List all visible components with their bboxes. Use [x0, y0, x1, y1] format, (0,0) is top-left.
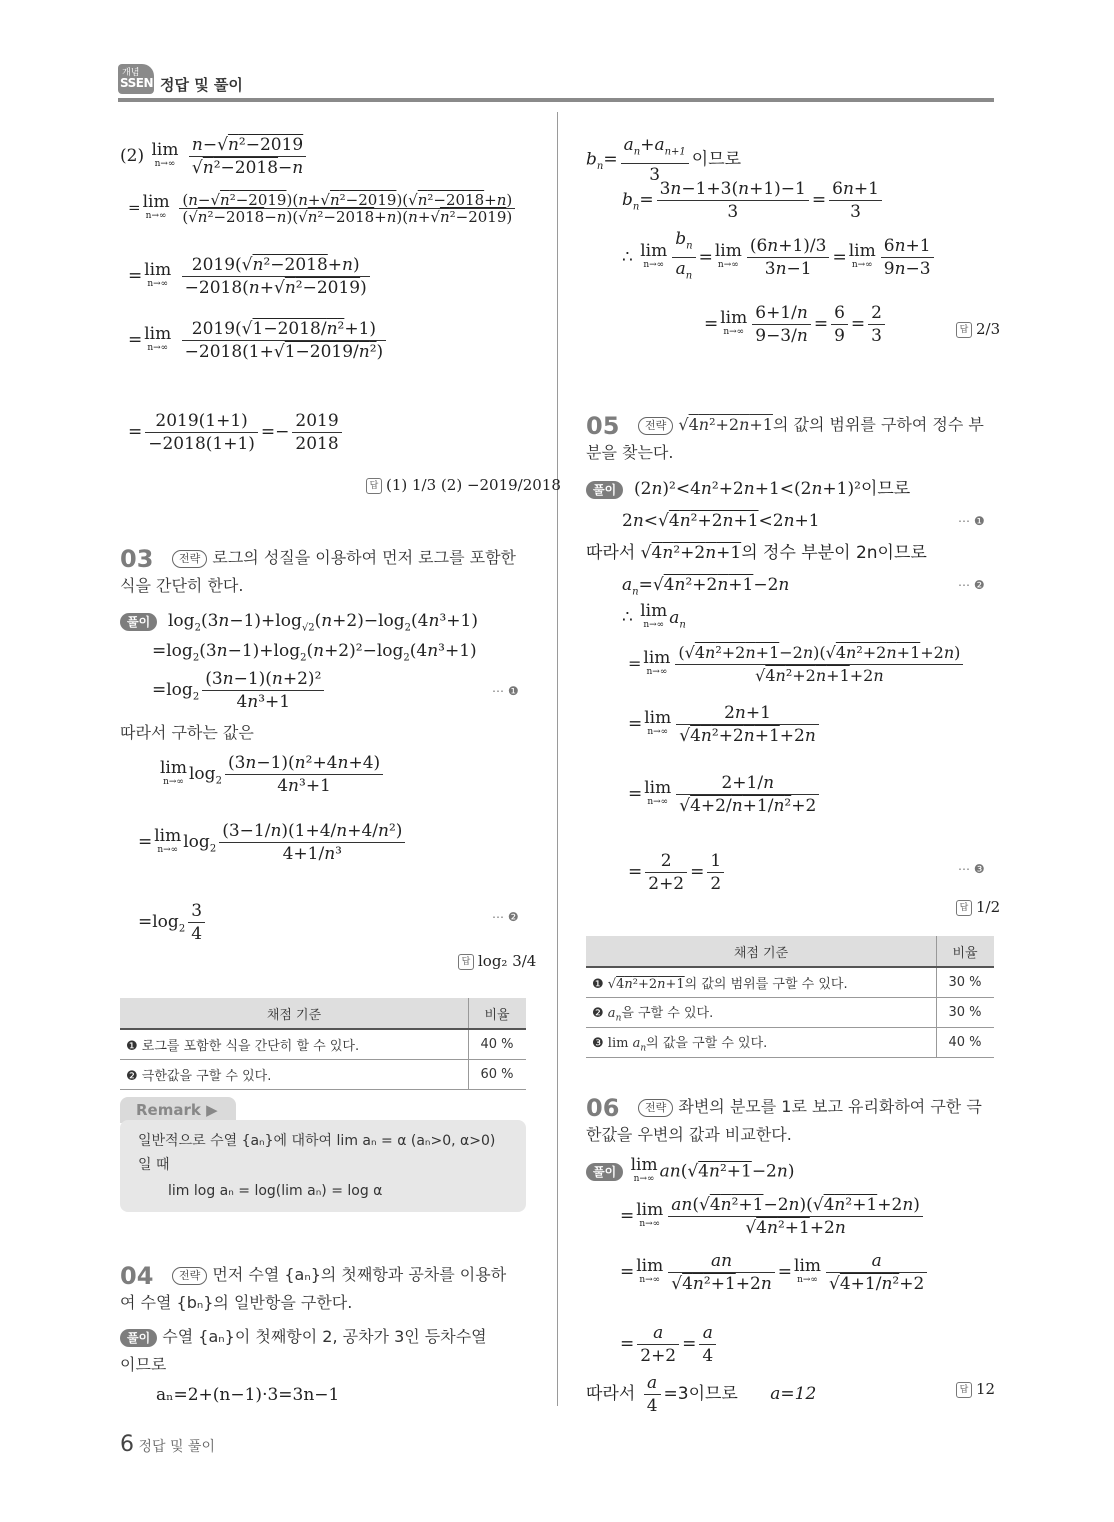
p02-answer: 답 (1) 1/3 (2) −2019/2018 — [366, 474, 561, 496]
p06-step3: = $\frac{a}{2+2}$ = $\frac{a}{4}$ — [620, 1322, 719, 1367]
p04-limit: ∴ lim n→∞ $\frac{b_n}{a_n}$ = lim n→∞ $\frac{(6n+1)/3}{3n-1}$ = lim n→∞ $\frac{6n+1}{9n-3}$ — [622, 228, 937, 288]
p04-result: = lim n→∞ $\frac{6+1/n}{9-3/n}$ = $\frac{6}{9}$ = $\frac{2}{3}$ — [704, 302, 888, 347]
p02-expr — [120, 134, 309, 179]
table-row: ❷ 극한값을 구할 수 있다. 60 % — [120, 1060, 526, 1090]
criteria-header-row: 채점 기준 비율 — [586, 936, 994, 967]
p05-step3: = lim n→∞ $\frac{2+1/n}{\text{√4+2/n+1/n²+2}}$ — [628, 772, 822, 817]
p04-sol-2: 이므로 — [120, 1355, 167, 1374]
p05-sol-1: 풀이 (2n)²<4n²+2n+1<(2n+1)²이므로 — [586, 478, 910, 500]
header-badge-bottom: SSEN — [120, 76, 153, 90]
p05-number: 05 — [586, 412, 620, 440]
p04-bn: $b_n=$ $\frac{a_n+a_{n+1}}{3}$ 이므로 — [586, 135, 742, 186]
column-divider — [557, 112, 558, 1406]
p03-sol-3: $=\log_2$ $\frac{\text{(3n−1)(n+2)²}}{\text{4n³+1}}$ — [152, 668, 327, 713]
answer-icon: 답 — [458, 954, 474, 970]
p04-number: 04 — [120, 1262, 154, 1290]
solution-tag: 풀이 — [120, 613, 157, 631]
p03-sol-2: $=\log_2(3n-1)+\log_2(n+2)^2-\log_2(4n^3+1)$ — [152, 641, 477, 664]
p02-step1: = lim n→∞ $\frac{\text{(n−√n²−2019)(n+√n²−2019)(√n²−2018+n)}}{\text{(√n²−2018−n)(√n²−2018+n)(n+√n²−2019)}}$ — [128, 192, 518, 225]
solution-tag: 풀이 — [586, 481, 623, 499]
p04-answer: 답 2/3 — [956, 318, 1000, 340]
p03-result: $=\log_2$ $\frac{3}{4}$ — [138, 900, 208, 945]
remark-tab: Remark ▶ — [120, 1097, 236, 1123]
p06-step1: = lim n→∞ $\frac{\text{an(√4n²+1−2n)(√4n²+1+2n)}}{\text{√4n²+1+2n}}$ — [620, 1194, 926, 1239]
p04-eq: aₙ=2+(n−1)·3=3n−1 — [156, 1385, 340, 1405]
p05-sol-2: 2n<√4n²+2n+1<2n+1 — [622, 511, 820, 531]
p05-step1: = lim n→∞ $\frac{\text{(√4n²+2n+1−2n)(√4n²+2n+1+2n)}}{\text{√4n²+2n+1+2n}}$ — [628, 642, 966, 687]
strategy-tag: 전략 — [172, 550, 207, 568]
marker-1: ⋯ ❶ — [492, 684, 519, 698]
header-badge — [118, 64, 154, 94]
p02-frac: $\frac{\text{n−√n²−2019}}{\text{√n²−2018−n}}$ — [189, 134, 306, 179]
p03-number: 03 — [120, 545, 154, 573]
marker-3: ⋯ ❸ — [958, 862, 985, 876]
p04-strategy: 전략 먼저 수열 {aₙ}의 첫째항과 공차를 이용하 — [172, 1262, 506, 1288]
p02-step2: = lim n→∞ $\frac{\text{2019(√n²−2018+n)}}{\text{−2018(n+√n²−2019)}}$ — [128, 254, 373, 299]
remark-box — [120, 1120, 526, 1212]
p05-lim-an: ∴ lim n→∞ $a_n$ — [622, 601, 686, 630]
solution-tag: 풀이 — [586, 1163, 623, 1181]
p05-then: 따라서 √4n²+2n+1의 정수 부분이 2n이므로 — [586, 543, 927, 563]
p03-criteria-table — [120, 998, 526, 1090]
table-row: ❷ $a_n$을 구할 수 있다. 30 % — [586, 998, 994, 1028]
p03-limit: lim n→∞ $\log_2$ $\frac{\text{(3n−1)(n²+4n+4)}}{\text{4n³+1}}$ — [158, 752, 386, 797]
remark-line-3: lim log aₙ = log(lim aₙ) = log α — [168, 1183, 383, 1199]
footer-label: 정답 및 풀이 — [138, 1439, 215, 1455]
p04-strategy-l2: 여 수열 {bₙ}의 일반항을 구한다. — [120, 1293, 353, 1312]
marker-2: ⋯ ❷ — [958, 578, 985, 592]
p02-step4: = $\frac{2019(1+1)}{-2018(1+1)}$ =− $\frac{2019}{2018}$ — [128, 410, 345, 455]
table-row: ❶ 로그를 포함한 식을 간단히 할 수 있다. 40 % — [120, 1029, 526, 1060]
p03-answer: 답 log₂ 3/4 — [458, 950, 536, 972]
header-rule — [118, 98, 994, 102]
answer-icon: 답 — [956, 322, 972, 338]
p06-strategy-l2: 한값을 우변의 값과 비교한다. — [586, 1125, 792, 1144]
criteria-header-row: 채점 기준 비율 — [120, 998, 526, 1029]
table-row: ❶ √4n²+2n+1의 값의 범위를 구할 수 있다. 30 % — [586, 967, 994, 998]
answer-icon: 답 — [956, 1382, 972, 1398]
p02-label: (2) — [120, 146, 145, 166]
header-badge-top: 개념 — [122, 68, 140, 78]
p03-strategy: 전략 로그의 성질을 이용하여 먼저 로그를 포함한 — [172, 545, 516, 571]
solution-tag: 풀이 — [120, 1329, 157, 1347]
p05-step4: = $\frac{2}{2+2}$ = $\frac{1}{2}$ — [628, 850, 727, 895]
p03-limit-2: = lim n→∞ $\log_2$ $\frac{\text{(3−1/n)(1+4/n+4/n²)}}{\text{4+1/n³}}$ — [138, 820, 408, 865]
p05-step2: = lim n→∞ $\frac{2n+1}{\text{√4n²+2n+1+2n}}$ — [628, 702, 822, 747]
page-footer — [120, 1432, 215, 1457]
p05-strategy: 전략 √4n²+2n+1의 값의 범위를 구하여 정수 부 — [638, 412, 984, 438]
p06-then: 따라서 $\frac{a}{4}$ =3이므로 a=12 — [586, 1373, 817, 1416]
header-title: 정답 및 풀이 — [160, 76, 243, 94]
p06-sol-1: 풀이 lim n→∞ an(√4n²+1−2n) — [586, 1158, 794, 1186]
marker-1: ⋯ ❶ — [958, 514, 985, 528]
p06-strategy: 전략 좌변의 분모를 1로 보고 유리화하여 구한 극 — [638, 1094, 982, 1120]
strategy-tag: 전략 — [638, 1099, 673, 1117]
p03-then: 따라서 구하는 값은 — [120, 723, 254, 742]
strategy-tag: 전략 — [172, 1267, 207, 1285]
remark-line-1: 일반적으로 수열 {aₙ}에 대하여 lim aₙ = α (aₙ>0, α>0) — [138, 1133, 496, 1149]
p06-number: 06 — [586, 1094, 620, 1122]
remark-line-2: 일 때 — [138, 1157, 170, 1173]
p04-sol-1: 풀이 수열 {aₙ}이 첫째항이 2, 공차가 3인 등차수열 — [120, 1324, 487, 1350]
p06-answer: 답 12 — [956, 1378, 995, 1400]
p05-criteria-table — [586, 936, 994, 1058]
p04-bn-2: $b_n=$ $\frac{3n-1+3(n+1)-1}{3}$ = $\frac{6n+1}{3}$ — [622, 178, 885, 223]
p05-answer: 답 1/2 — [956, 896, 1000, 918]
marker-2: ⋯ ❷ — [492, 910, 519, 924]
answer-icon: 답 — [366, 478, 382, 494]
table-row: ❸ $\lim a_n$의 값을 구할 수 있다. 40 % — [586, 1028, 994, 1058]
page-number: 6 — [120, 1432, 134, 1457]
p05-strategy-l2: 분을 찾는다. — [586, 443, 674, 462]
p03-sol-1: 풀이 $\log_2(3n-1)+\log_{√2}(n+2)-\log_2(4n^3+1)$ — [120, 610, 478, 639]
p05-an: $a_n=√4n^2+2n+1-2n$ — [622, 575, 790, 598]
lim-sym: lim n→∞ — [151, 139, 179, 169]
p03-strategy-l2: 식을 간단히 한다. — [120, 576, 244, 595]
p06-step2: = lim n→∞ $\frac{an}{\text{√4n²+1+2n}}$ = lim n→∞ $\frac{a}{\text{√4+1/n²+2}}$ — [620, 1250, 930, 1295]
strategy-tag: 전략 — [638, 417, 673, 435]
answer-icon: 답 — [956, 900, 972, 916]
p02-step3: = lim n→∞ $\frac{\text{2019(√1−2018/n²+1)}}{\text{−2018(1+√1−2019/n²)}}$ — [128, 318, 389, 363]
